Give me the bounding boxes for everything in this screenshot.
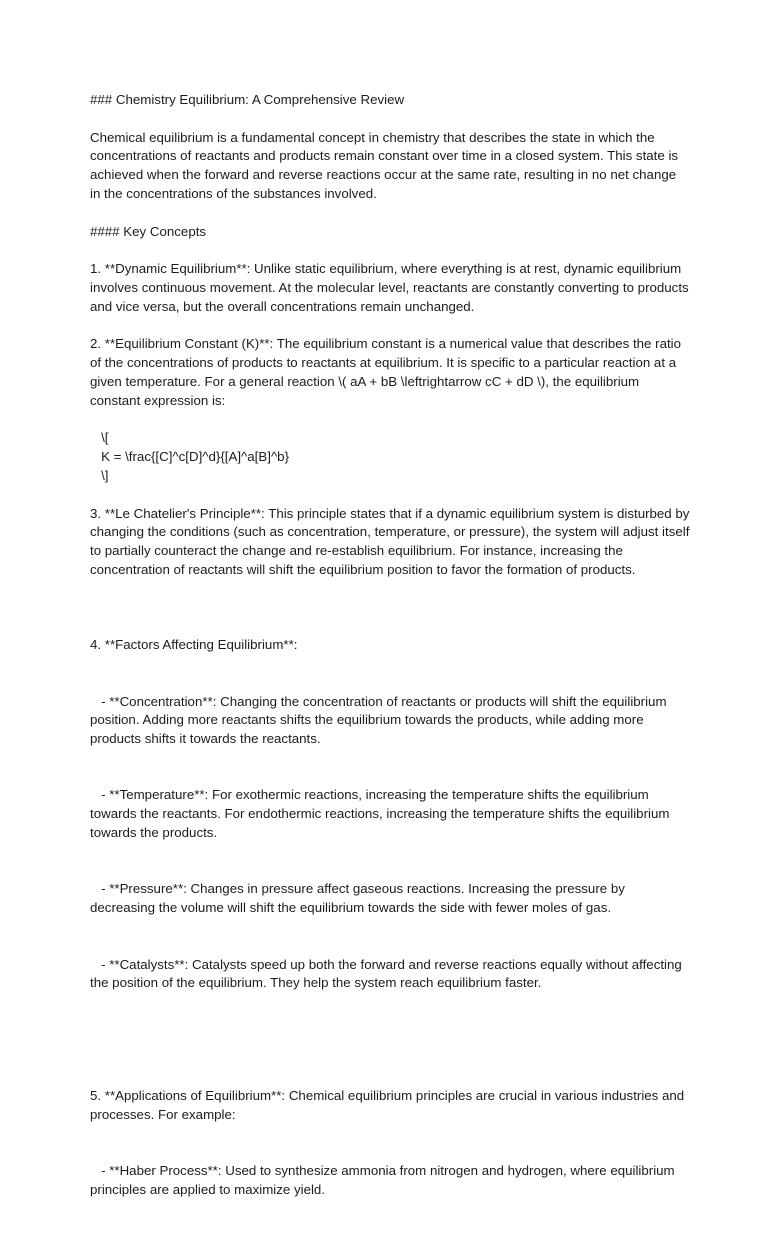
factor-temperature: - **Temperature**: For exothermic reactions, increasing the temperature shifts the equilibrium towards the reactants. For endothermic reactions, increasing the temperature shifts the equilibrium towards the products.	[90, 787, 674, 841]
concept-dynamic-equilibrium: 1. **Dynamic Equilibrium**: Unlike static equilibrium, where everything is at rest, dynamic equilibrium involves continuous movement. At the molecular level, reactants are constantly converting to products and vice versa, but the overall concentrations remain unchanged.	[90, 261, 693, 314]
formula-open: \[	[90, 430, 109, 446]
intro-paragraph: Chemical equilibrium is a fundamental concept in chemistry that describes the state in which the concentrations of reactants and products remain constant over time in a closed system. This state is achieved when the forward and reverse reactions occur at the same rate, resulting in no net change in the concentrations of the substances involved.	[90, 129, 682, 201]
applications-intro: 5. **Applications of Equilibrium**: Chemical equilibrium principles are crucial in various industries and processes. For example:	[90, 1088, 688, 1123]
factors-title: 4. **Factors Affecting Equilibrium**:	[90, 637, 298, 653]
key-concepts-heading: #### Key Concepts	[90, 223, 207, 239]
equilibrium-constant-formula	[90, 429, 690, 485]
application-haber-process: - **Haber Process**: Used to synthesize ammonia from nitrogen and hydrogen, where equilibrium principles are applied to maximize yield.	[90, 1163, 679, 1198]
concept-equilibrium-constant: 2. **Equilibrium Constant (K)**: The equilibrium constant is a numerical value that describes the ratio of the concentrations of products to reactants at equilibrium. It is specific to a particular reaction at a given temperature. For a general reaction \( aA + bB \leftrightarrow cC + dD \), the equilibrium constant expression is:	[90, 336, 685, 408]
document-page	[90, 91, 694, 1256]
document-heading: ### Chemistry Equilibrium: A Comprehensive Review	[90, 92, 405, 107]
factor-catalysts: - **Catalysts**: Catalysts speed up both the forward and reverse reactions equally without affecting the position of the equilibrium. They help the system reach equilibrium faster.	[90, 956, 686, 991]
concept-le-chatelier: 3. **Le Chatelier's Principle**: This principle states that if a dynamic equilibrium system is disturbed by changing the conditions (such as concentration, temperature, or pressure), the system will adjust itself to partially counteract the change and re-establish equilibrium. For instance, increasing the concentration of reactants will shift the equilibrium position to favor the formation of products.	[90, 505, 694, 577]
factor-concentration: - **Concentration**: Changing the concentration of reactants or products will shift the equilibrium position. Adding more reactants shifts the equilibrium towards the products, while adding more products shifts it towards the reactants.	[90, 693, 671, 747]
formula-body: K = \frac{[C]^c[D]^d}{[A]^a[B]^b}	[90, 449, 290, 465]
factor-pressure: - **Pressure**: Changes in pressure affect gaseous reactions. Increasing the pressure by decreasing the volume will shift the equilibrium towards the side with fewer moles of gas.	[90, 881, 629, 916]
formula-close: \]	[90, 467, 109, 483]
concept-applications	[90, 1050, 690, 1238]
concept-factors	[90, 599, 690, 1031]
